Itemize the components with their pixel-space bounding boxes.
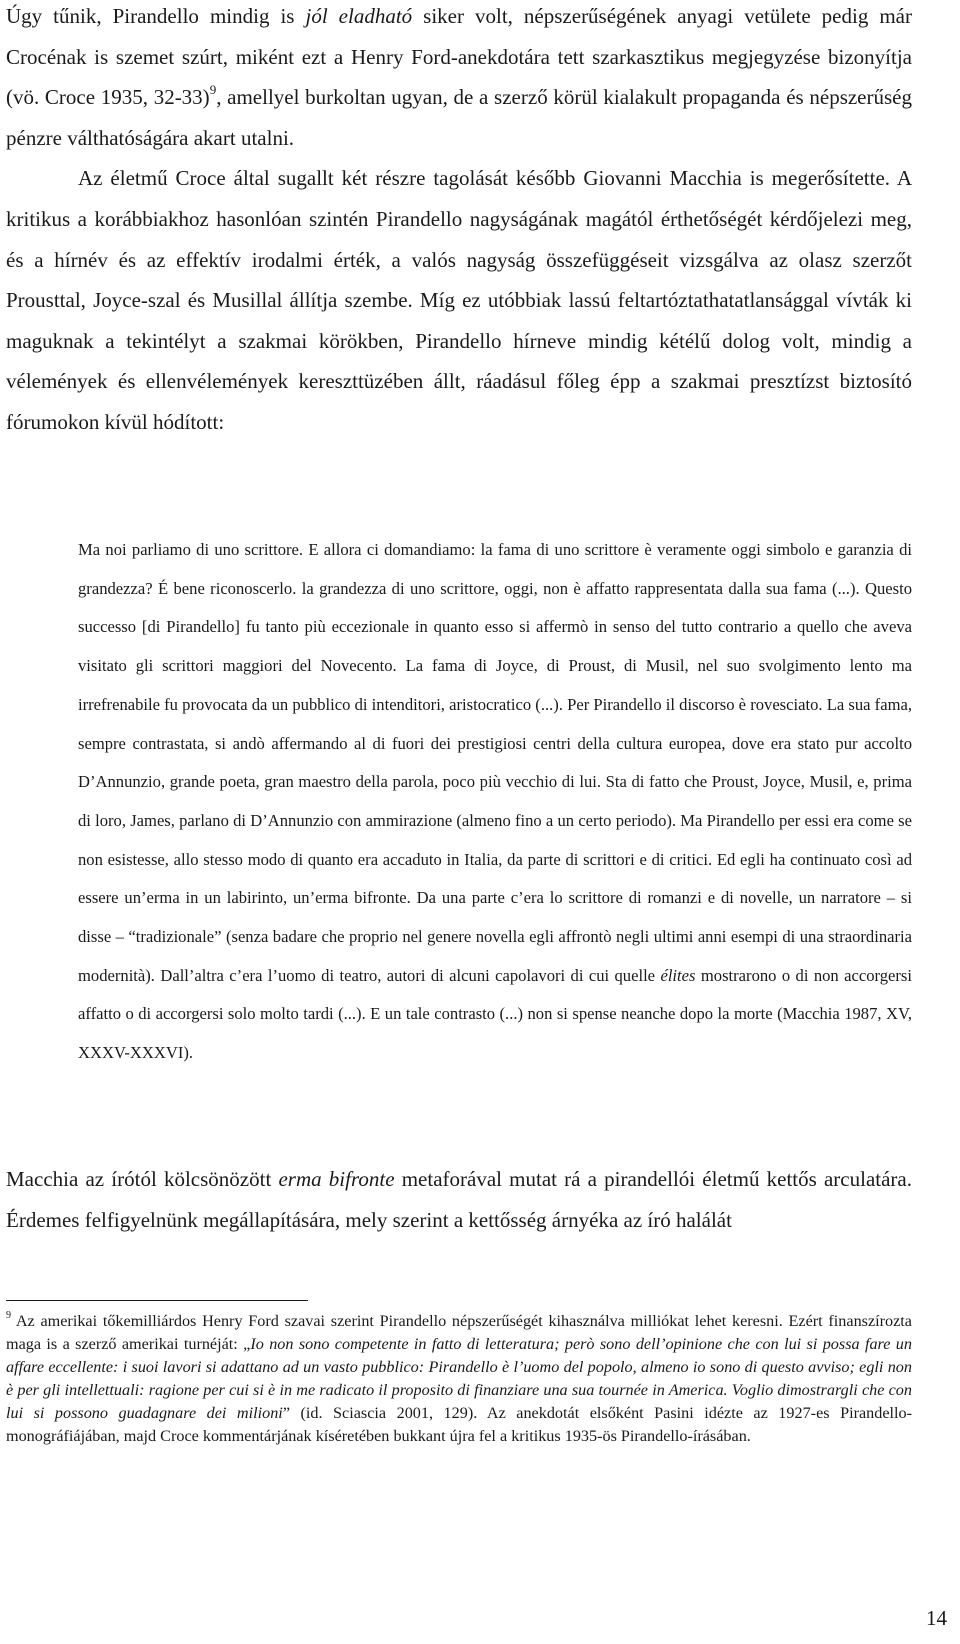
closing-text-a: Macchia az írótól kölcsönözött <box>6 1167 279 1191</box>
footnote-text-b: ” (id. Sciascia 2001, 129). Az anekdotát elsőként Pasini idézte az 1927-es Pirandello-monográfiájában, majd Croce kommentárjának kíséretében bukkant újra fel a kritikus 1935-ös Pirandello-írásában. <box>6 1404 912 1446</box>
page-number: 14 <box>926 1606 947 1630</box>
quote-text <box>78 531 912 1073</box>
footnote-number: 9 <box>6 1309 12 1321</box>
quote-emphasis: élites <box>660 965 696 985</box>
closing-paragraph-text <box>6 1159 912 1240</box>
main-text <box>6 0 912 443</box>
paragraph-1-text-b: siker volt, népszerűségének anyagi vetülete pedig már Crocénak is szemet szúrt, miként ezt a Henry Ford-anekdotára tett szarkasztikus megjegyzése bizonyítja (vö. Croce 1935, 32-33) <box>6 4 912 110</box>
paragraph-1-text-c: , amellyel burkoltan ugyan, de a szerző körül kialakult propaganda és népszerűség pénzre válthatóságára akart utalni. <box>6 85 912 150</box>
footnote-reference-9[interactable]: 9 <box>209 81 217 97</box>
paragraph-1-text-a: Úgy tűnik, Pirandello mindig is <box>6 4 306 28</box>
closing-paragraph <box>6 1159 912 1240</box>
closing-text-b: metaforával mutat rá a pirandellói életmű kettős arculatára. Érdemes felfigyelnünk megállapítására, mely szerint a kettősség árnyéka az író halálát <box>6 1167 912 1232</box>
footnote-quote: Io non sono competente in fatto di letteratura; però sono dell’opinione che con lui si possa fare un affare eccellente: i suoi lavori si adattano ad un vasto pubblico: Pirandello è l’uomo del popolo, almeno io sono di questo avviso; egli non è per gli intellettuali: ragione per cui si è in me radicato il proposito di finanziare una sua tournée in America. Voglio dimostrargli che con lui si possono guadagnare dei milioni <box>6 1335 912 1423</box>
footnote-separator <box>6 1300 308 1301</box>
block-quote <box>78 531 912 1073</box>
paragraph-1 <box>6 0 912 158</box>
closing-emphasis: erma bifronte <box>278 1167 395 1191</box>
quote-text-a: Ma noi parliamo di uno scrittore. E allora ci domandiamo: la fama di uno scrittore è veramente oggi simbolo e garanzia di grandezza? É bene riconoscerlo. la grandezza di uno scrittore, oggi, non è affatto rappresentata dalla sua fama (...). Questo successo [di Pirandello] fu tanto più eccezionale in quanto esso si affermò in senso del tutto contrario a quello che aveva visitato gli scrittori maggiori del Novecento. La fama di Joyce, di Proust, di Musil, nel suo svolgimento lento ma irrefrenabile fu provocata da un pubblico di intenditori, aristocratico (...). Per Pirandello il discorso è rovesciato. La sua fama, sempre contrastata, si andò affermando al di fuori dei prestigiosi centri della cultura europea, dove era stato pur accolto D’Annunzio, grande poeta, gran maestro della parola, poco più vecchio di lui. Sta di fatto che Proust, Joyce, Musil, e, prima di loro, James, parlano di D’Annunzio con ammirazione (almeno fino a un certo periodo). Ma Pirandello per essi era come se non esistesse, allo stesso modo di quanto era accaduto in Italia, da parte di scrittori e di critici. Ed egli ha continuato così ad essere un’erma in un labirinto, un’erma bifronte. Da una parte c’era lo scrittore di romanzi e di novelle, un narratore – si disse – “tradizionale” (senza badare che proprio nel genere novella egli affrontò negli ultimi anni esempi di una straordinaria modernità). Dall’altra c’era l’uomo di teatro, autori di alcuni capolavori di cui quelle <box>78 540 912 985</box>
paragraph-2: Az életmű Croce által sugallt két részre tagolását később Giovanni Macchia is megerősítette. A kritikus a korábbiakhoz hasonlóan szintén Pirandello nagyságának magától érthetőségét kérdőjelezi meg, és a hírnév és az effektív irodalmi érték, a valós nagyság összefüggéseit vizsgálva az olasz szerzőt Prousttal, Joyce-szal és Musillal állítja szembe. Míg ez utóbbiak lassú feltartóztathatatlansággal vívták ki maguknak a tekintélyt a szakmai körökben, Pirandello hírneve mindig kétélű dolog volt, mindig a vélemények és ellenvélemények kereszttüzében állt, ráadásul főleg épp a szakmai presztízst biztosító fórumokon kívül hódított: <box>6 166 912 434</box>
footnote-9 <box>6 1310 912 1449</box>
paragraph-1-emphasis: jól eladható <box>305 4 413 28</box>
quote-text-b: mostrarono o di non accorgersi affatto o di accorgersi solo molto tardi (...). E un tale contrasto (...) non si spense neanche dopo la morte (Macchia 1987, XV, XXXV-XXXVI). <box>78 965 912 1063</box>
footnotes <box>6 1310 912 1449</box>
footnote-text-a: Az amerikai tőkemilliárdos Henry Ford szavai szerint Pirandello népszerűségét kihasználva milliókat lehet keresni. Ezért finanszírozta maga is a szerző amerikai turnéját: „ <box>6 1312 912 1354</box>
